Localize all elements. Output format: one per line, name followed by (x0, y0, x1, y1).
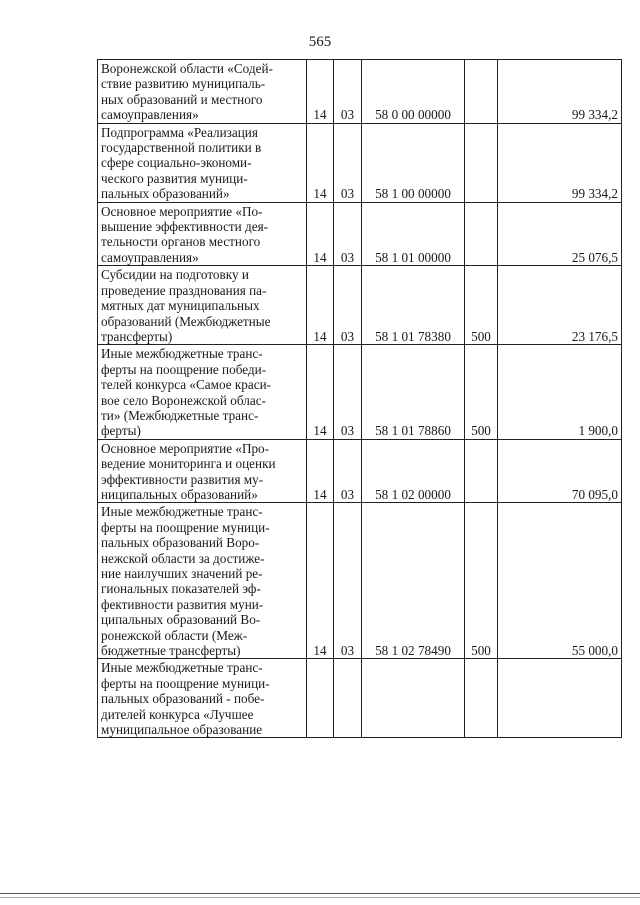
target-article-cell: 58 1 02 78490 (362, 503, 465, 659)
item-name-line: ведение мониторинга и оценки (101, 456, 276, 472)
subsection-code-cell: 03 (334, 123, 362, 202)
item-name-line: трансферты) (101, 328, 173, 344)
amount-cell: 99 334,2 (498, 123, 622, 202)
item-name-line: гиональных показателей эф- (101, 581, 261, 597)
item-name-line: Основное мероприятие «Про- (101, 440, 270, 456)
item-name-line: ных образований и местного (101, 91, 263, 107)
item-name-cell (98, 345, 307, 439)
expense-type-cell: 500 (465, 345, 498, 439)
subsection-code-cell: 03 (334, 266, 362, 345)
target-article-cell: 58 1 01 78380 (362, 266, 465, 345)
subsection-code-cell: 03 (334, 503, 362, 659)
item-name-line: мятных дат муниципальных (101, 298, 260, 314)
item-name-line: ческого развития муници- (101, 170, 248, 186)
expense-type-cell (465, 202, 498, 266)
target-article-cell: 58 0 00 00000 (362, 60, 465, 124)
item-name-line: Иные межбюджетные транс- (101, 660, 263, 676)
table-row (98, 503, 622, 659)
item-name-line: ние наилучших значений ре- (101, 566, 263, 581)
section-code-cell: 14 (307, 123, 334, 202)
page-number: 565 (308, 34, 332, 50)
section-code-cell: 14 (307, 345, 334, 439)
item-name-line: пальных образований - побе- (101, 691, 265, 707)
item-name-line: Иные межбюджетные транс- (101, 504, 263, 520)
subsection-code-cell: 03 (334, 202, 362, 266)
item-name-line: ферты на поощрение муници- (101, 519, 270, 535)
expense-type-cell: 500 (465, 266, 498, 345)
section-code-cell: 14 (307, 503, 334, 659)
item-name-line: ствие развитию муниципаль- (101, 76, 266, 92)
section-code-cell: 14 (307, 202, 334, 266)
item-name-line: Подпрограмма «Реализация (101, 124, 258, 140)
item-name-line: вое село Воронежской облас- (101, 392, 266, 408)
item-name-line: Иные межбюджетные транс- (101, 346, 263, 362)
item-name-line: самоуправления» (101, 107, 199, 123)
expense-type-cell (465, 123, 498, 202)
item-name-line: ферты на поощрение муници- (101, 675, 270, 691)
amount-cell: 1 900,0 (498, 345, 622, 439)
item-name-line: образований (Межбюджетные (101, 313, 271, 329)
target-article-cell (362, 659, 465, 738)
amount-cell: 23 176,5 (498, 266, 622, 345)
item-name-line: эффективности развития му- (101, 471, 264, 487)
item-name-line: сфере социально-экономи- (101, 155, 252, 171)
item-name-cell (98, 439, 307, 503)
budget-table-body (98, 60, 622, 738)
table-row (98, 345, 622, 439)
item-name-line: нежской области за достиже- (101, 550, 265, 566)
subsection-code-cell: 03 (334, 345, 362, 439)
subsection-code-cell: 03 (334, 60, 362, 124)
item-name-cell (98, 60, 307, 124)
section-code-cell: 14 (307, 266, 334, 345)
subsection-code-cell (334, 659, 362, 738)
budget-table (97, 59, 622, 738)
item-name-line: ципальных образований Во- (101, 612, 261, 628)
item-name-line: муниципальное образование (101, 722, 263, 738)
item-name-line: проведение празднования па- (101, 282, 267, 298)
target-article-cell: 58 1 02 00000 (362, 439, 465, 503)
item-name-cell (98, 266, 307, 345)
item-name-cell (98, 123, 307, 202)
item-name-line: Основное мероприятие «По- (101, 203, 263, 219)
item-name-line: Воронежской области «Содей- (101, 61, 273, 76)
page-bottom-rule (0, 893, 640, 894)
item-name-line: ти» (Межбюджетные транс- (101, 407, 259, 423)
expense-type-cell: 500 (465, 503, 498, 659)
expense-type-cell (465, 659, 498, 738)
item-name-line: ферты) (101, 423, 141, 439)
amount-cell: 99 334,2 (498, 60, 622, 124)
item-name-line: государственной политики в (101, 140, 262, 156)
expense-type-cell (465, 439, 498, 503)
item-name-line: Субсидии на подготовку и (101, 267, 249, 283)
table-row (98, 123, 622, 202)
target-article-cell: 58 1 01 78860 (362, 345, 465, 439)
item-name-line: пальных образований Воро- (101, 535, 260, 551)
table-row (98, 202, 622, 266)
amount-cell: 25 076,5 (498, 202, 622, 266)
item-name-line: ронежской области (Меж- (101, 627, 248, 643)
section-code-cell: 14 (307, 439, 334, 503)
table-row (98, 266, 622, 345)
amount-cell (498, 659, 622, 738)
item-name-line: самоуправления» (101, 249, 199, 265)
page-bottom-rule-secondary (0, 897, 640, 898)
item-name-line: дителей конкурса «Лучшее (101, 706, 254, 722)
item-name-cell (98, 503, 307, 659)
table-row (98, 60, 622, 124)
section-code-cell (307, 659, 334, 738)
target-article-cell: 58 1 00 00000 (362, 123, 465, 202)
item-name-line: вышение эффективности дея- (101, 219, 269, 235)
expense-type-cell (465, 60, 498, 124)
item-name-line: ферты на поощрение победи- (101, 361, 267, 377)
subsection-code-cell: 03 (334, 439, 362, 503)
amount-cell: 70 095,0 (498, 439, 622, 503)
amount-cell: 55 000,0 (498, 503, 622, 659)
table-row (98, 659, 622, 738)
table-row (98, 439, 622, 503)
target-article-cell: 58 1 01 00000 (362, 202, 465, 266)
item-name-line: пальных образований» (101, 186, 230, 202)
item-name-line: телей конкурса «Самое краси- (101, 377, 272, 393)
item-name-cell (98, 202, 307, 266)
item-name-line: тельности органов местного (101, 234, 261, 250)
item-name-cell (98, 659, 307, 738)
item-name-line: бюджетные трансферты) (101, 643, 241, 659)
section-code-cell: 14 (307, 60, 334, 124)
item-name-line: фективности развития муни- (101, 596, 264, 612)
item-name-line: ниципальных образований» (101, 486, 258, 502)
